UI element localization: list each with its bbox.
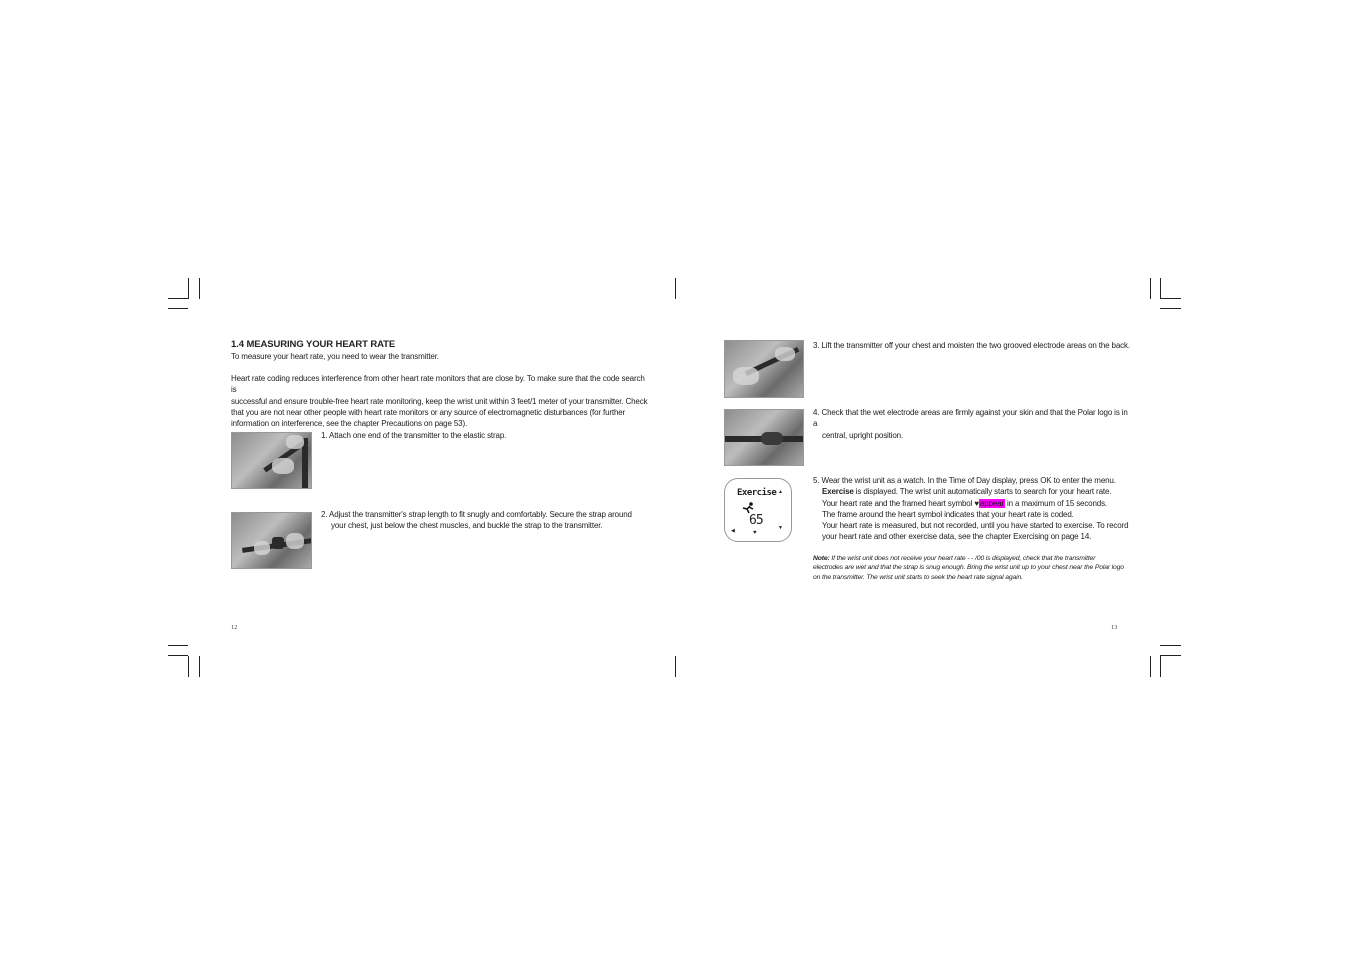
crop-mark	[168, 298, 188, 299]
photo-transmitter-position	[724, 409, 804, 466]
heart-icon: ♥	[974, 498, 979, 508]
note-label: Note:	[813, 555, 830, 562]
step-2-text	[321, 509, 651, 532]
crop-mark	[168, 645, 188, 646]
arrow-left-icon: ◀	[731, 528, 735, 534]
paragraph-line: information on interference, see the chapter Precautions on page 53).	[231, 419, 468, 429]
watch-title: Exercise	[737, 488, 777, 498]
step-line-rest: is displayed. The wrist unit automatically starts to search for your heart rate.	[853, 487, 1112, 497]
section-heading: 1.4 MEASURING YOUR HEART RATE	[231, 339, 396, 350]
page-number-left: 12	[231, 624, 238, 631]
crop-mark	[199, 656, 200, 677]
photo-moisten-electrodes	[724, 340, 804, 398]
coding-paragraph	[231, 373, 651, 429]
crop-mark	[199, 278, 200, 299]
crop-mark	[1160, 298, 1181, 299]
crop-mark	[188, 656, 189, 677]
note-line-rest: If the wrist unit does not receive your heart rate - - /00 is displayed, check that the transmitter	[829, 555, 1096, 562]
step-line-start: Your heart rate and the framed heart symbol	[822, 498, 975, 508]
step-line	[813, 486, 1133, 497]
step-line	[813, 498, 1133, 509]
step-line: central, upright position.	[822, 430, 904, 440]
paragraph-line: that you are not near other people with heart rate monitors or any source of electromagnetic disturbances (for further	[231, 407, 626, 417]
wrist-unit-display	[724, 478, 792, 542]
crop-mark	[1160, 278, 1161, 299]
crop-mark	[675, 278, 676, 299]
step-4-text	[813, 407, 1133, 441]
highlighted-word: appear	[979, 498, 1004, 508]
paragraph-line: successful and ensure trouble-free heart rate monitoring, keep the wrist unit within 3 feet/1 meter of your transmitter. Check	[231, 396, 648, 406]
step-line: your chest, just below the chest muscles, and buckle the strap to the transmitter.	[331, 521, 603, 531]
arrow-up-icon: ▲	[778, 489, 783, 495]
step-line: Your heart rate is measured, but not recorded, until you have started to exercise. To record	[822, 521, 1129, 531]
crop-mark	[1160, 308, 1181, 309]
crop-mark	[1150, 656, 1151, 677]
page-number-right: 13	[1111, 624, 1118, 631]
crop-mark	[675, 656, 676, 677]
runner-icon	[741, 501, 755, 513]
step-line: 5. Wear the wrist unit as a watch. In the Time of Day display, press OK to enter the menu.	[813, 476, 1116, 485]
step-5-text	[813, 475, 1133, 543]
step-line: The frame around the heart symbol indicates that your heart rate is coded.	[822, 509, 1074, 519]
step-3-text: 3. Lift the transmitter off your chest and moisten the two grooved electrode areas on the back.	[813, 341, 1130, 350]
step-line: 2. Adjust the transmitter's strap length to fit snugly and comfortably. Secure the strap around	[321, 510, 632, 519]
crop-mark	[168, 308, 188, 309]
heart-icon: ♥	[753, 530, 757, 536]
note-line	[813, 554, 1133, 563]
note-text	[813, 554, 1133, 582]
crop-mark	[1160, 645, 1181, 646]
crop-mark	[188, 278, 189, 299]
crop-mark	[1150, 278, 1151, 299]
exercise-label: Exercise	[822, 487, 854, 497]
step-line: 4. Check that the wet electrode areas are firmly against your skin and that the Polar logo is in a	[813, 408, 1128, 429]
photo-attach-strap	[231, 432, 312, 489]
crop-mark	[1160, 655, 1181, 656]
crop-mark	[1160, 656, 1161, 677]
step-1-text: 1. Attach one end of the transmitter to the elastic strap.	[321, 431, 507, 440]
note-line: on the transmitter. The wrist unit starts to seek the heart rate signal again.	[813, 573, 1023, 581]
paragraph-line: Heart rate coding reduces interference from other heart rate monitors that are close by. To make sure that the code search is	[231, 374, 645, 395]
watch-value: 65	[749, 513, 763, 528]
note-line: electrodes are wet and that the strap is snug enough. Bring the wrist unit up to your chest near the Polar logo	[813, 564, 1124, 572]
intro-text: To measure your heart rate, you need to wear the transmitter.	[231, 352, 439, 361]
photo-adjust-strap	[231, 512, 312, 569]
crop-mark	[168, 655, 188, 656]
step-line: your heart rate and other exercise data, see the chapter Exercising on page 14.	[822, 532, 1092, 542]
arrow-down-icon: ▼	[778, 525, 783, 531]
step-line-end: in a maximum of 15 seconds.	[1004, 498, 1108, 508]
